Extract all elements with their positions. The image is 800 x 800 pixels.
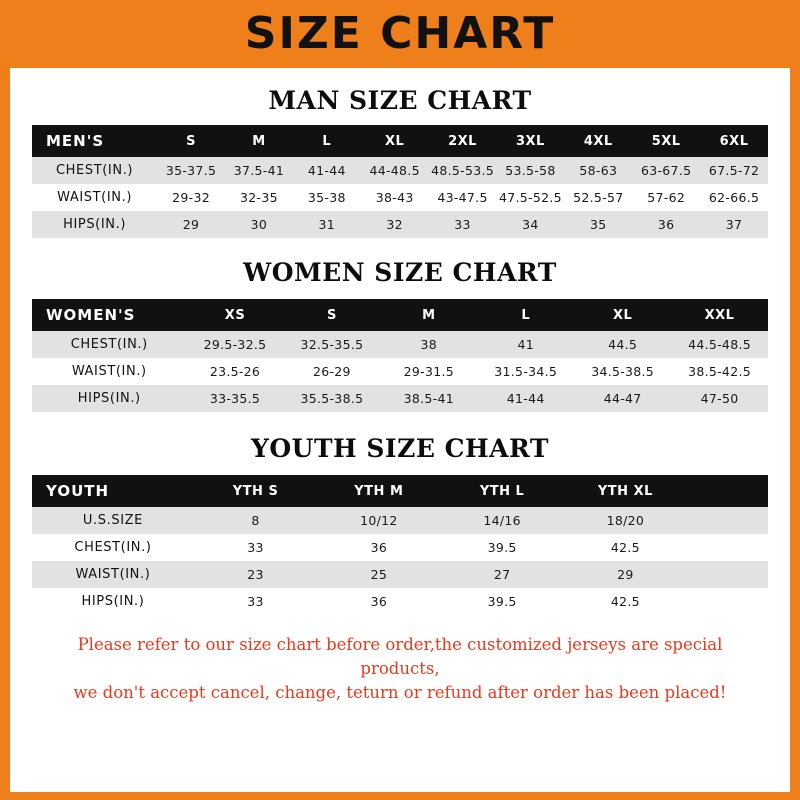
page-title: SIZE CHART bbox=[244, 8, 556, 59]
table-row bbox=[32, 184, 768, 211]
column-header: 2XL bbox=[448, 133, 477, 149]
table-cell: 36 bbox=[657, 217, 675, 232]
column-header: L bbox=[322, 133, 332, 149]
table-cell: 37.5-41 bbox=[233, 163, 285, 178]
table-cell: 33 bbox=[247, 540, 264, 555]
table-cell: 31 bbox=[318, 217, 336, 232]
table-cell: 44.5-48.5 bbox=[688, 337, 751, 352]
table-cell: 47-50 bbox=[700, 391, 739, 406]
table-cell: 67.5-72 bbox=[708, 163, 760, 178]
column-header: 3XL bbox=[515, 133, 545, 149]
table-cell: 33 bbox=[247, 594, 264, 609]
table-cell: 63-67.5 bbox=[640, 163, 692, 178]
table-row bbox=[32, 157, 768, 184]
table-cell: 39.5 bbox=[487, 594, 517, 609]
table-cell-empty bbox=[687, 561, 768, 588]
banner bbox=[0, 0, 800, 68]
column-header: MEN'S bbox=[46, 132, 105, 150]
column-header: YTH XL bbox=[597, 483, 653, 499]
table-row bbox=[32, 507, 768, 534]
table-cell: 57-62 bbox=[647, 190, 686, 205]
table-cell: 34 bbox=[522, 217, 539, 232]
table-cell: 18/20 bbox=[606, 513, 645, 528]
column-header: YTH L bbox=[479, 483, 525, 499]
table-cell: 31.5-34.5 bbox=[494, 364, 558, 379]
table-cell: 29 bbox=[617, 567, 634, 582]
table-cell: 32.5-35.5 bbox=[300, 337, 364, 352]
table-row bbox=[32, 588, 768, 615]
row-label: CHEST(IN.) bbox=[74, 540, 152, 555]
table-cell: 35.5-38.5 bbox=[300, 391, 364, 406]
table-cell: 23 bbox=[247, 567, 264, 582]
table-cell: 35-37.5 bbox=[165, 163, 217, 178]
column-header: YOUTH bbox=[46, 482, 110, 500]
row-label: WAIST(IN.) bbox=[57, 190, 132, 205]
table-cell: 29-32 bbox=[172, 190, 210, 205]
footer-note bbox=[32, 633, 768, 705]
column-header: XXL bbox=[704, 307, 735, 323]
table-cell: 58-63 bbox=[579, 163, 618, 178]
column-header: 4XL bbox=[583, 133, 613, 149]
column-header: XL bbox=[385, 133, 405, 149]
row-label: HIPS(IN.) bbox=[77, 391, 141, 406]
table-cell: 30 bbox=[250, 217, 268, 232]
column-header: XS bbox=[224, 307, 246, 323]
table-cell: 47.5-52.5 bbox=[498, 190, 562, 205]
table-cell: 8 bbox=[251, 513, 260, 528]
table-cell: 38.5-41 bbox=[403, 391, 454, 406]
table-cell: 33 bbox=[454, 217, 471, 232]
table-cell: 26-29 bbox=[312, 364, 351, 379]
table-cell: 32-35 bbox=[240, 190, 278, 205]
table-header-row bbox=[32, 299, 768, 331]
man-table-header bbox=[32, 125, 768, 157]
column-header-empty bbox=[687, 475, 768, 507]
youth-table-body bbox=[32, 507, 768, 615]
women-table-body bbox=[32, 331, 768, 412]
table-cell: 38-43 bbox=[375, 190, 414, 205]
row-label: CHEST(IN.) bbox=[56, 163, 134, 178]
table-row bbox=[32, 331, 768, 358]
table-cell: 39.5 bbox=[487, 540, 517, 555]
table-cell: 23.5-26 bbox=[209, 364, 261, 379]
row-label: HIPS(IN.) bbox=[63, 217, 127, 232]
table-cell: 43-47.5 bbox=[437, 190, 488, 205]
table-cell: 29 bbox=[182, 217, 200, 232]
table-cell: 38 bbox=[420, 337, 438, 352]
column-header: YTH M bbox=[354, 483, 404, 499]
table-cell-empty bbox=[687, 507, 768, 534]
section-title-youth: YOUTH SIZE CHART bbox=[251, 434, 549, 463]
row-label: WAIST(IN.) bbox=[71, 364, 147, 379]
table-cell: 41-44 bbox=[307, 163, 346, 178]
table-cell: 34.5-38.5 bbox=[591, 364, 655, 379]
section-title-man: MAN SIZE CHART bbox=[268, 86, 532, 115]
table-cell: 53.5-58 bbox=[505, 163, 556, 178]
column-header: M bbox=[422, 307, 436, 323]
table-cell: 41 bbox=[517, 337, 534, 352]
column-header: 5XL bbox=[651, 133, 681, 149]
table-cell: 37 bbox=[725, 217, 743, 232]
table-cell: 32 bbox=[386, 217, 403, 232]
table-cell: 48.5-53.5 bbox=[431, 163, 494, 178]
table-cell-empty bbox=[687, 588, 768, 615]
table-row bbox=[32, 211, 768, 238]
table-row bbox=[32, 534, 768, 561]
table-cell: 36 bbox=[370, 540, 388, 555]
table-cell: 44-48.5 bbox=[369, 163, 420, 178]
column-header: L bbox=[521, 307, 531, 323]
content bbox=[10, 86, 790, 705]
table-cell: 25 bbox=[370, 567, 388, 582]
row-label: WAIST(IN.) bbox=[75, 567, 151, 582]
table-cell: 36 bbox=[370, 594, 388, 609]
column-header: WOMEN'S bbox=[46, 306, 136, 324]
table-cell: 42.5 bbox=[610, 594, 640, 609]
women-table-header bbox=[32, 299, 768, 331]
man-size-table bbox=[32, 125, 768, 238]
table-header-row bbox=[32, 475, 768, 507]
table-cell: 10/12 bbox=[360, 513, 398, 528]
column-header: XL bbox=[612, 307, 633, 323]
table-cell: 29-31.5 bbox=[403, 364, 454, 379]
table-cell: 41-44 bbox=[506, 391, 545, 406]
table-cell: 44-47 bbox=[603, 391, 642, 406]
table-row bbox=[32, 358, 768, 385]
table-cell: 27 bbox=[493, 567, 511, 582]
table-cell: 52.5-57 bbox=[573, 190, 624, 205]
table-cell: 62-66.5 bbox=[708, 190, 760, 205]
table-header-row bbox=[32, 125, 768, 157]
footer-note-line1: Please refer to our size chart before order,the customized jerseys are special products, bbox=[77, 635, 723, 678]
table-row bbox=[32, 385, 768, 412]
youth-table-header bbox=[32, 475, 768, 507]
table-cell: 35-38 bbox=[307, 190, 346, 205]
column-header: 6XL bbox=[719, 133, 749, 149]
table-cell: 29.5-32.5 bbox=[203, 337, 267, 352]
women-size-table bbox=[32, 299, 768, 412]
column-header: YTH S bbox=[232, 483, 279, 499]
footer-note-line2: we don't accept cancel, change, teturn or refund after order has been placed! bbox=[73, 682, 727, 702]
man-table-body bbox=[32, 157, 768, 238]
table-cell: 42.5 bbox=[610, 540, 640, 555]
column-header: S bbox=[326, 307, 337, 323]
youth-size-table bbox=[32, 475, 768, 615]
table-cell: 35 bbox=[590, 217, 607, 232]
table-cell-empty bbox=[687, 534, 768, 561]
row-label: U.S.SIZE bbox=[82, 513, 143, 528]
table-cell: 14/16 bbox=[483, 513, 521, 528]
table-cell: 33-35.5 bbox=[209, 391, 261, 406]
column-header: M bbox=[252, 133, 266, 149]
table-row bbox=[32, 561, 768, 588]
section-title-women: WOMEN SIZE CHART bbox=[243, 258, 557, 287]
table-cell: 38.5-42.5 bbox=[688, 364, 751, 379]
row-label: HIPS(IN.) bbox=[81, 594, 145, 609]
row-label: CHEST(IN.) bbox=[70, 337, 148, 352]
table-cell: 44.5 bbox=[608, 337, 638, 352]
column-header: S bbox=[186, 133, 196, 149]
